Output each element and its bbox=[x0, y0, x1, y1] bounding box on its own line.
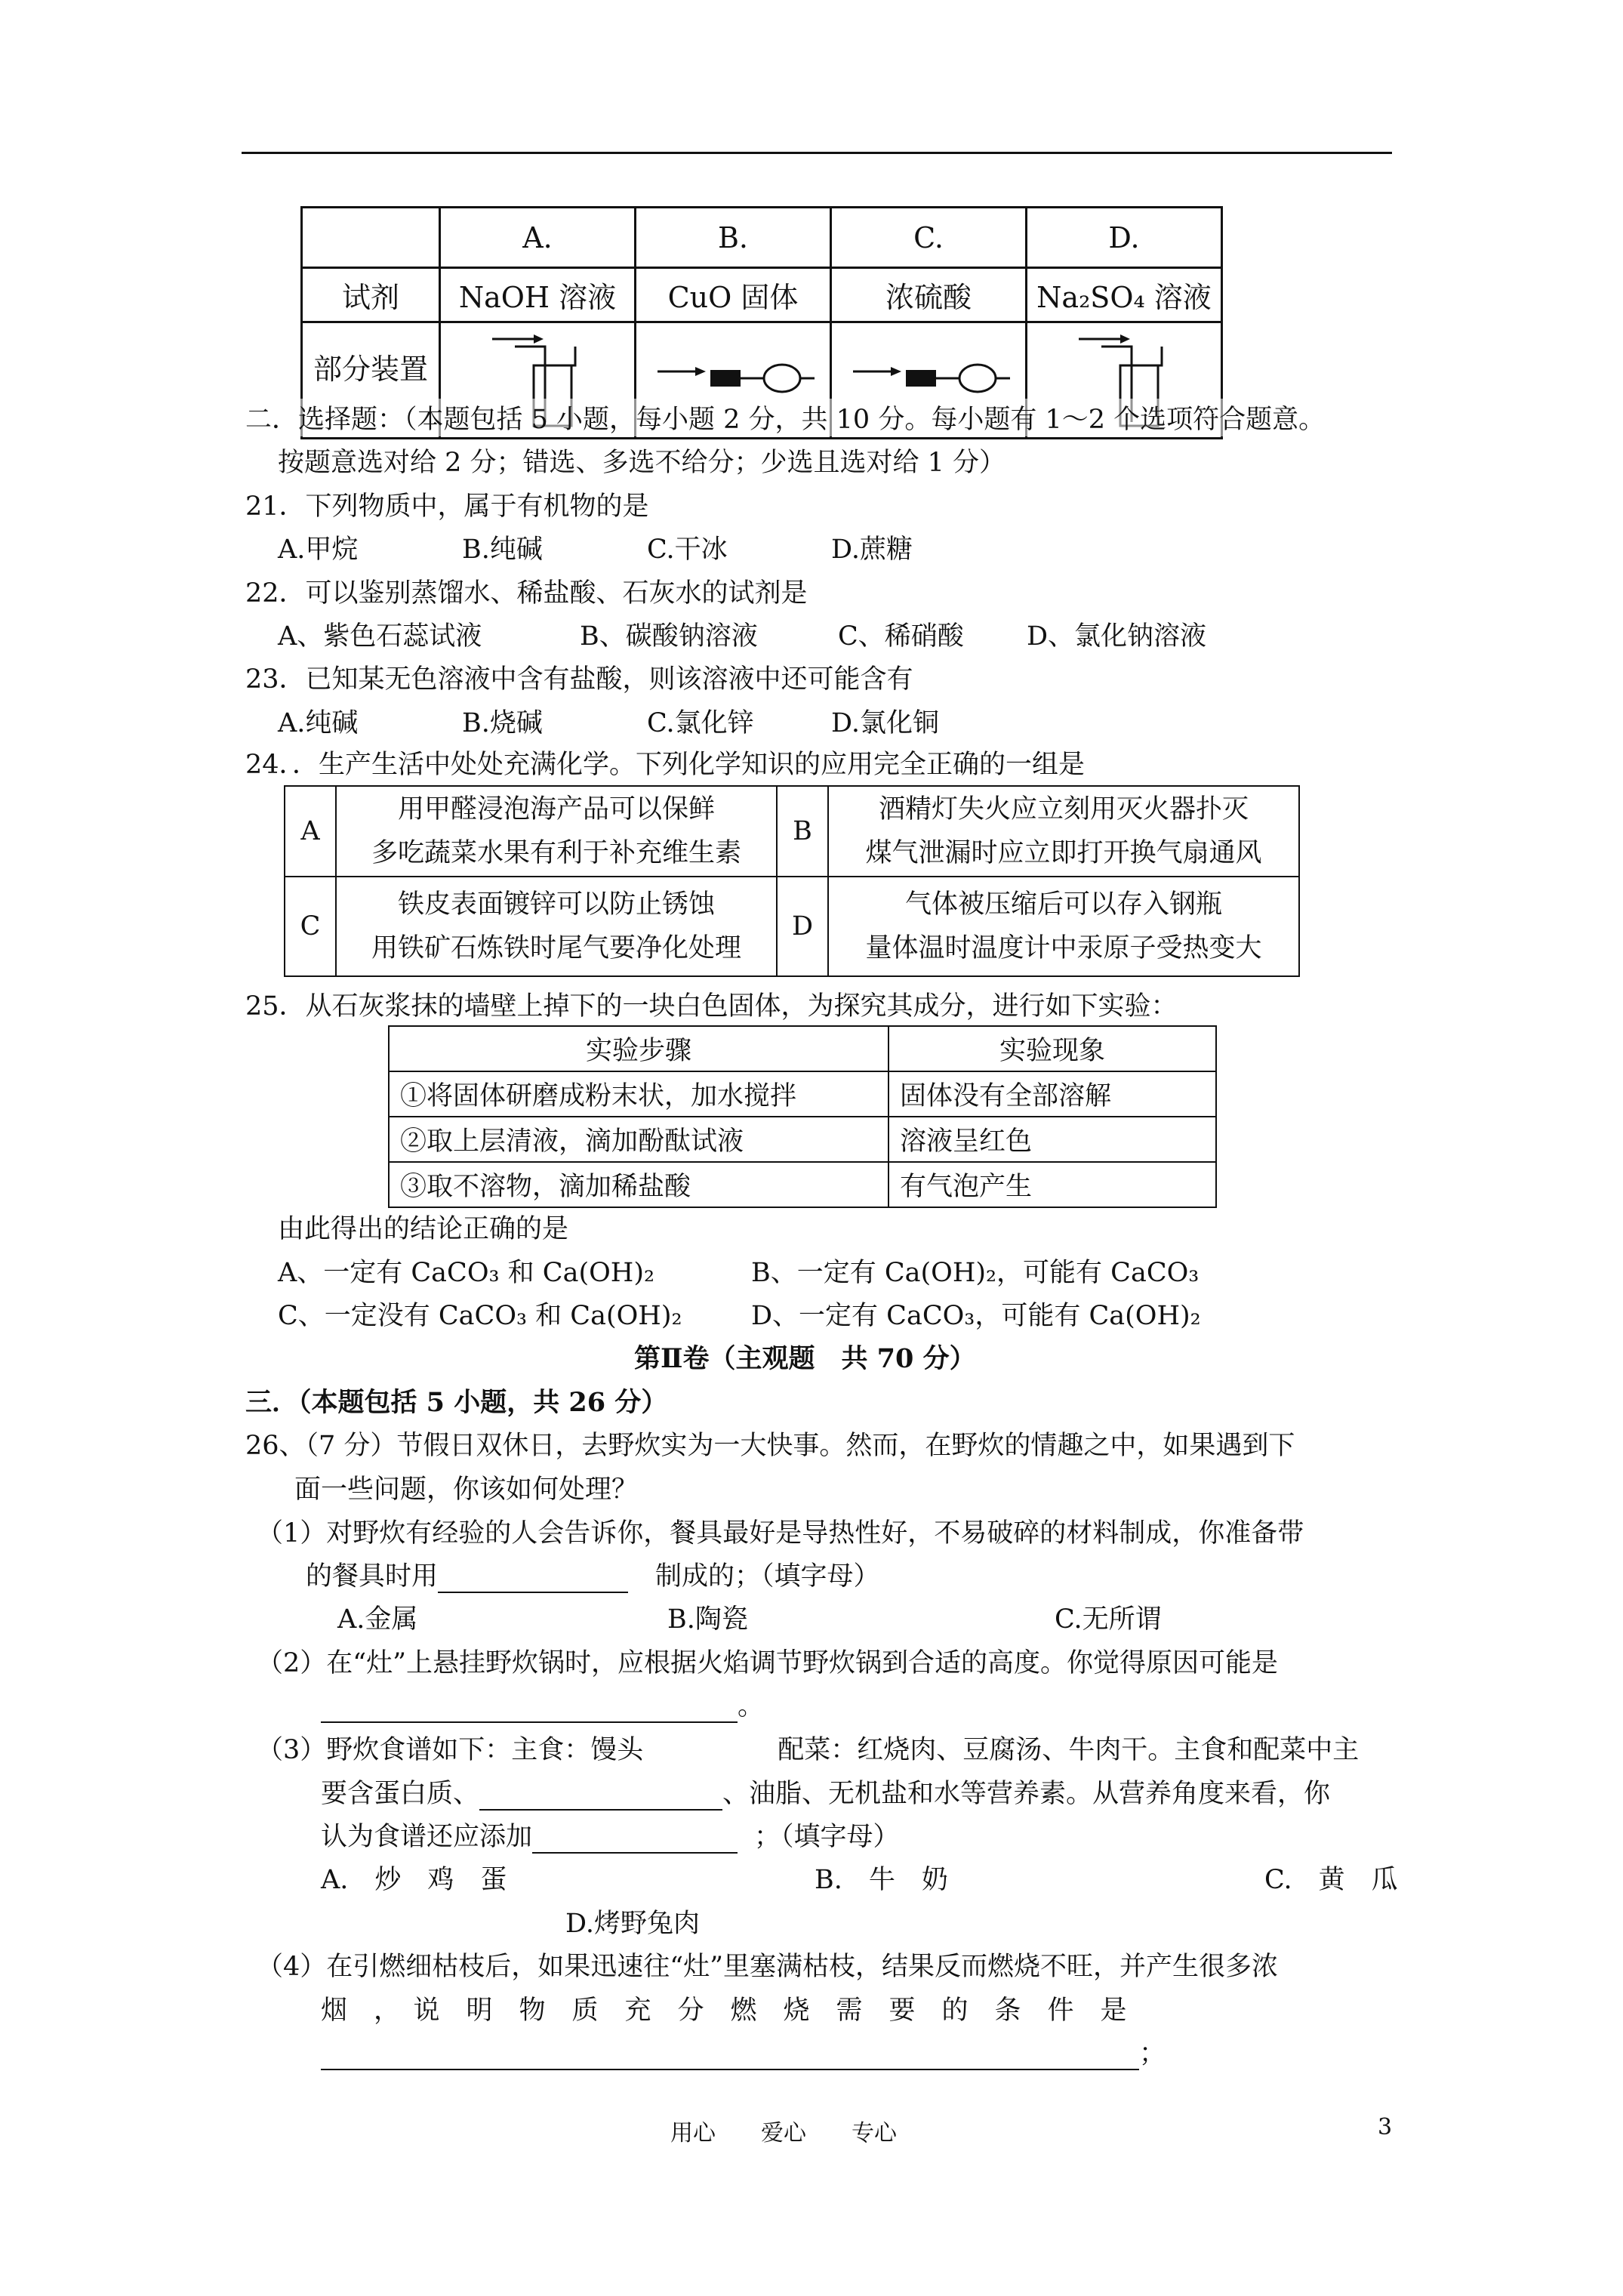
page-number: 3 bbox=[1378, 2114, 1393, 2140]
q23-option-a[interactable]: A.纯碱 bbox=[278, 708, 359, 738]
q24-cell-a-letter: A bbox=[285, 786, 336, 877]
q26-part3-text-d: 、油脂、无机盐和水等营养素。从营养角度来看，你 bbox=[722, 1779, 1331, 1809]
q25-option-c[interactable]: C、一定没有 CaCO₃ 和 Ca(OH)₂ bbox=[278, 1301, 682, 1331]
q26-part1-option-c[interactable]: C.无所谓 bbox=[1055, 1604, 1162, 1635]
q25-option-b[interactable]: B、一定有 Ca(OH)₂，可能有 CaCO₃ bbox=[751, 1258, 1200, 1288]
q24-cell-b[interactable] bbox=[828, 786, 1299, 877]
q26-part3-option-b[interactable]: B. 牛 奶 bbox=[815, 1865, 948, 1895]
q26-part3-line1 bbox=[257, 1729, 1359, 1767]
q24-cell-b-letter: B bbox=[777, 786, 828, 877]
q21-stem: 21．下列物质中，属于有机物的是 bbox=[245, 492, 649, 522]
q22-stem: 22．可以鉴别蒸馏水、稀盐酸、石灰水的试剂是 bbox=[245, 578, 808, 609]
row-label-reagent: 试剂 bbox=[302, 268, 440, 322]
q24-cell-a-line2: 多吃蔬菜水果有利于补充维生素 bbox=[371, 838, 741, 868]
section3-heading: 三．（本题包括 5 小题，共 26 分） bbox=[245, 1387, 668, 1418]
q26-part2-end: 。 bbox=[738, 1691, 765, 1721]
q24-cell-a-line1: 用甲醛浸泡海产品可以保鲜 bbox=[397, 794, 715, 824]
part2-title: 第Ⅱ卷（主观题 共 70 分） bbox=[634, 1343, 976, 1374]
q26-part3-text-c: 要含蛋白质、 bbox=[321, 1779, 480, 1809]
q26-part1-text-b: 制成的；（填字母） bbox=[655, 1561, 880, 1592]
q25-option-a[interactable]: A、一定有 CaCO₃ 和 Ca(OH)₂ bbox=[278, 1258, 655, 1288]
q24-cell-c[interactable] bbox=[336, 877, 777, 976]
q26-part3-text-a: （3）野炊食谱如下：主食：馒头 bbox=[257, 1735, 644, 1765]
q25-conclusion-prompt: 由此得出的结论正确的是 bbox=[278, 1214, 569, 1244]
q25-step-3: ③取不溶物，滴加稀盐酸 bbox=[389, 1162, 888, 1207]
section2-heading-line2: 按题意选对给 2 分；错选、多选不给分；少选且选对给 1 分） bbox=[278, 448, 1006, 478]
row-label-apparatus: 部分装置 bbox=[302, 322, 440, 439]
q26-part4-answer-blank[interactable] bbox=[321, 2039, 1139, 2070]
q24-cell-c-line2: 用铁矿石炼铁时尾气要净化处理 bbox=[371, 933, 741, 963]
q26-part4-line2: 烟 ， 说 明 物 质 充 分 燃 烧 需 要 的 条 件 是 bbox=[321, 1996, 1127, 2026]
q26-part1-line1: （1）对野炊有经验的人会告诉你，餐具最好是导热性好，不易破碎的材料制成，你准备带 bbox=[257, 1518, 1304, 1549]
reagent-d: Na₂SO₄ 溶液 bbox=[1027, 268, 1222, 322]
q25-experiment-table bbox=[388, 1025, 1217, 1208]
q24-cell-d[interactable] bbox=[828, 877, 1299, 976]
section2-heading-line1: 二．选择题：（本题包括 5 小题，每小题 2 分，共 10 分。每小题有 1～2 个选项符合题意。 bbox=[245, 399, 1325, 436]
q24-cell-c-line1: 铁皮表面镀锌可以防止锈蚀 bbox=[397, 889, 715, 920]
q25-step-1: ①将固体研磨成粉末状，加水搅拌 bbox=[389, 1071, 888, 1117]
q26-part3-line2 bbox=[321, 1773, 1330, 1811]
q21-option-a[interactable]: A.甲烷 bbox=[278, 535, 359, 565]
q26-part3-add-blank[interactable] bbox=[532, 1822, 738, 1854]
q25-option-d[interactable]: D、一定有 CaCO₃，可能有 Ca(OH)₂ bbox=[751, 1301, 1201, 1331]
q23-option-c[interactable]: C.氯化锌 bbox=[647, 708, 754, 738]
q24-stem: 24．．生产生活中处处充满化学。下列化学知识的应用完全正确的一组是 bbox=[245, 750, 1086, 780]
q26-part2-answer-blank[interactable] bbox=[321, 1691, 738, 1723]
q26-part2-line1: （2）在“灶”上悬挂野炊锅时，应根据火焰调节野炊锅到合适的高度。你觉得原因可能是 bbox=[257, 1648, 1279, 1678]
q23-stem: 23．已知某无色溶液中含有盐酸，则该溶液中还可能含有 bbox=[245, 664, 913, 695]
col-d-header: D. bbox=[1027, 208, 1222, 268]
q25-header-steps: 实验步骤 bbox=[389, 1026, 888, 1071]
q26-part3-nutrient-blank[interactable] bbox=[479, 1779, 722, 1811]
q26-part3-option-c[interactable]: C. 黄 瓜 bbox=[1264, 1865, 1398, 1895]
q25-header-observations: 实验现象 bbox=[888, 1026, 1216, 1071]
q22-option-a[interactable]: A、紫色石蕊试液 bbox=[278, 621, 482, 652]
q24-cell-a[interactable] bbox=[336, 786, 777, 877]
q26-part4-line1: （4）在引燃细枯枝后，如果迅速往“灶”里塞满枯枝，结果反而燃烧不旺，并产生很多浓 bbox=[257, 1952, 1279, 1982]
q26-part1-option-b[interactable]: B.陶瓷 bbox=[667, 1604, 748, 1635]
q21-option-c[interactable]: C.干冰 bbox=[647, 535, 728, 565]
q26-part2-line2 bbox=[321, 1685, 764, 1723]
q26-part1-text-a: 的餐具时用 bbox=[306, 1561, 439, 1592]
q26-part3-text-e: 认为食谱还应添加 bbox=[321, 1822, 533, 1852]
q26-part3-text-b: 配菜：红烧肉、豆腐汤、牛肉干。主食和配菜中主 bbox=[778, 1735, 1360, 1765]
q26-part3-line3 bbox=[321, 1816, 900, 1854]
q26-part3-text-f: ；（填字母） bbox=[754, 1822, 900, 1852]
footer-motto: 用心 爱心 专心 bbox=[670, 2120, 897, 2147]
q25-result-2: 溶液呈红色 bbox=[888, 1117, 1216, 1162]
q25-result-1: 固体没有全部溶解 bbox=[888, 1071, 1216, 1117]
q21-option-b[interactable]: B.纯碱 bbox=[462, 535, 543, 565]
q25-step-2: ②取上层清液，滴加酚酞试液 bbox=[389, 1117, 888, 1162]
q26-part4-line3 bbox=[321, 2032, 1166, 2070]
q22-option-c[interactable]: C、稀硝酸 bbox=[838, 621, 964, 652]
col-b-header: B. bbox=[636, 208, 831, 268]
q26-part1-answer-blank[interactable] bbox=[438, 1561, 628, 1593]
q26-part1-line2 bbox=[306, 1555, 880, 1593]
q24-cell-d-line1: 气体被压缩后可以存入钢瓶 bbox=[904, 889, 1222, 920]
q26-part1-option-a[interactable]: A.金属 bbox=[337, 1604, 418, 1635]
q24-cell-d-line2: 量体温时温度计中汞原子受热变大 bbox=[865, 933, 1262, 963]
q24-cell-b-line2: 煤气泄漏时应立即打开换气扇通风 bbox=[865, 838, 1262, 868]
q26-stem-line1: 26、（7 分）节假日双休日，去野炊实为一大快事。然而，在野炊的情趣之中，如果遇到下 bbox=[245, 1431, 1295, 1461]
q25-result-3: 有气泡产生 bbox=[888, 1162, 1216, 1207]
q24-cell-d-letter: D bbox=[777, 877, 828, 976]
q24-cell-b-line1: 酒精灯失火应立刻用灭火器扑灭 bbox=[878, 794, 1249, 824]
reagent-b: CuO 固体 bbox=[636, 268, 831, 322]
q26-part3-option-d[interactable]: D.烤野兔肉 bbox=[565, 1909, 700, 1939]
q23-option-d[interactable]: D.氯化铜 bbox=[831, 708, 939, 738]
header-rule bbox=[242, 152, 1392, 154]
q22-option-d[interactable]: D、氯化钠溶液 bbox=[1027, 621, 1207, 652]
q26-part4-end: ； bbox=[1139, 2039, 1166, 2069]
col-a-header: A. bbox=[440, 208, 636, 268]
q26-stem-line2: 面一些问题，你该如何处理？ bbox=[294, 1475, 639, 1505]
reagent-c: 浓硫酸 bbox=[831, 268, 1027, 322]
col-c-header: C. bbox=[831, 208, 1027, 268]
q23-option-b[interactable]: B.烧碱 bbox=[462, 708, 543, 738]
q24-cell-c-letter: C bbox=[285, 877, 336, 976]
q25-stem: 25．从石灰浆抹的墙壁上掉下的一块白色固体，为探究其成分，进行如下实验： bbox=[245, 991, 1178, 1022]
q24-table bbox=[284, 785, 1300, 977]
q26-part3-option-a[interactable]: A. 炒 鸡 蛋 bbox=[321, 1865, 507, 1895]
q22-option-b[interactable]: B、碳酸钠溶液 bbox=[580, 621, 758, 652]
q21-option-d[interactable]: D.蔗糖 bbox=[831, 535, 913, 565]
reagent-a: NaOH 溶液 bbox=[440, 268, 636, 322]
